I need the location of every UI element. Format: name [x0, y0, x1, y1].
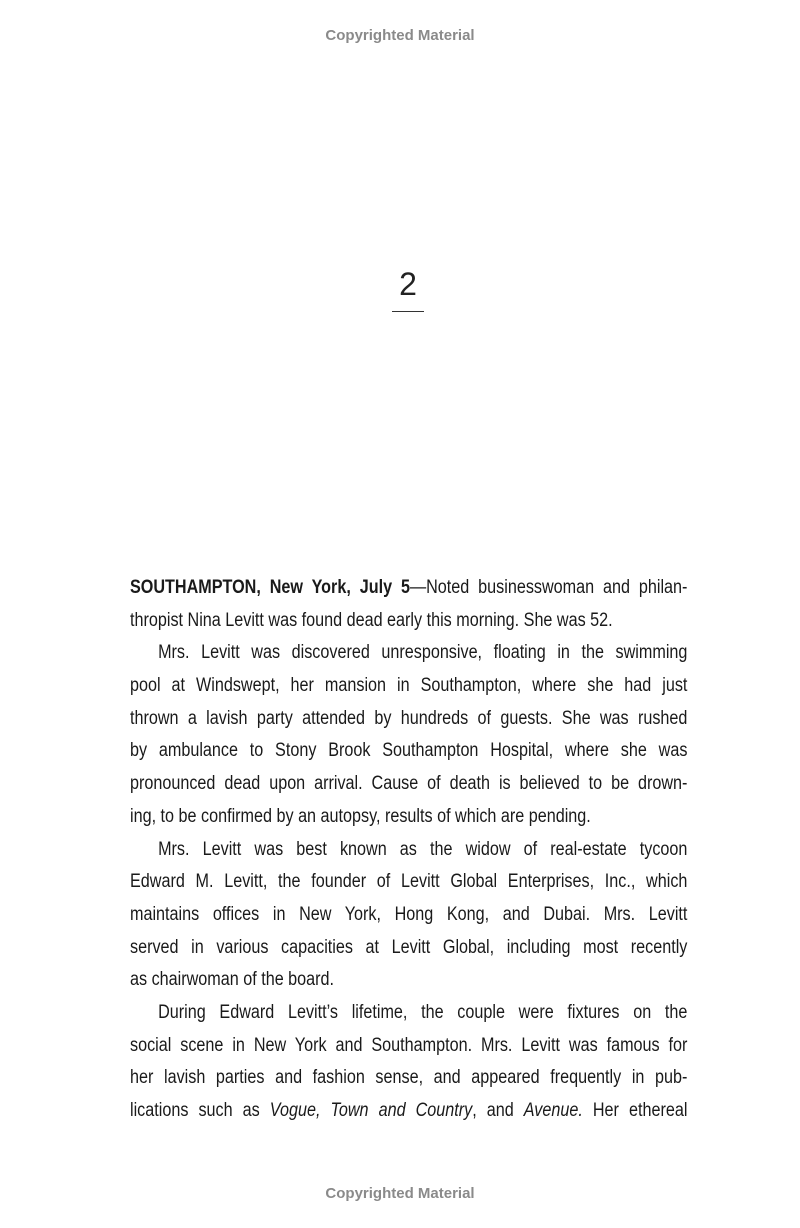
- text-line: pronounced dead upon arrival. Cause of death is believed to be drown-: [130, 773, 688, 795]
- dateline: SOUTHAMPTON, New York, July 5: [130, 577, 410, 598]
- text-line: by ambulance to Stony Brook Southampton Hospital, where she was: [130, 740, 688, 762]
- text-span: lications such as: [130, 1100, 270, 1121]
- text-line: Mrs. Levitt was discovered unresponsive, floating in the swimming: [158, 642, 688, 664]
- text-span: Her ethereal: [582, 1100, 688, 1121]
- text-span: —Noted businesswoman and philan-: [409, 577, 688, 598]
- chapter-rule: [392, 311, 424, 312]
- text-line: During Edward Levitt’s lifetime, the couple were fixtures on the: [158, 1001, 688, 1023]
- text-line: [130, 572, 687, 605]
- text-line: her lavish parties and fashion sense, and appeared frequently in pub-: [130, 1067, 688, 1089]
- text-line: thropist Nina Levitt was found dead early this morning. She was 52.: [130, 609, 613, 631]
- text-line: Mrs. Levitt was best known as the widow of real-estate tycoon: [158, 838, 688, 860]
- chapter-number: 2: [399, 266, 417, 302]
- italic-title: Vogue, Town and Country: [269, 1100, 473, 1121]
- text-line: ing, to be confirmed by an autopsy, results of which are pending.: [130, 805, 591, 827]
- copyright-watermark-bottom: Copyrighted Material: [325, 1185, 475, 1202]
- italic-title: Avenue.: [523, 1100, 583, 1121]
- body-text: [130, 572, 687, 1128]
- text-line: pool at Windswept, her mansion in Southampton, where she had just: [130, 675, 688, 697]
- text-line: served in various capacities at Levitt Global, including most recently: [130, 936, 688, 958]
- text-line: [130, 1095, 687, 1128]
- text-line: as chairwoman of the board.: [130, 969, 335, 991]
- text-line: thrown a lavish party attended by hundreds of guests. She was rushed: [130, 707, 688, 729]
- copyright-watermark-top: Copyrighted Material: [325, 27, 475, 44]
- text-line: maintains offices in New York, Hong Kong, and Dubai. Mrs. Levitt: [130, 903, 688, 925]
- text-line: Edward M. Levitt, the founder of Levitt Global Enterprises, Inc., which: [130, 871, 688, 893]
- text-line: social scene in New York and Southampton. Mrs. Levitt was famous for: [130, 1034, 688, 1056]
- text-span: , and: [472, 1100, 524, 1121]
